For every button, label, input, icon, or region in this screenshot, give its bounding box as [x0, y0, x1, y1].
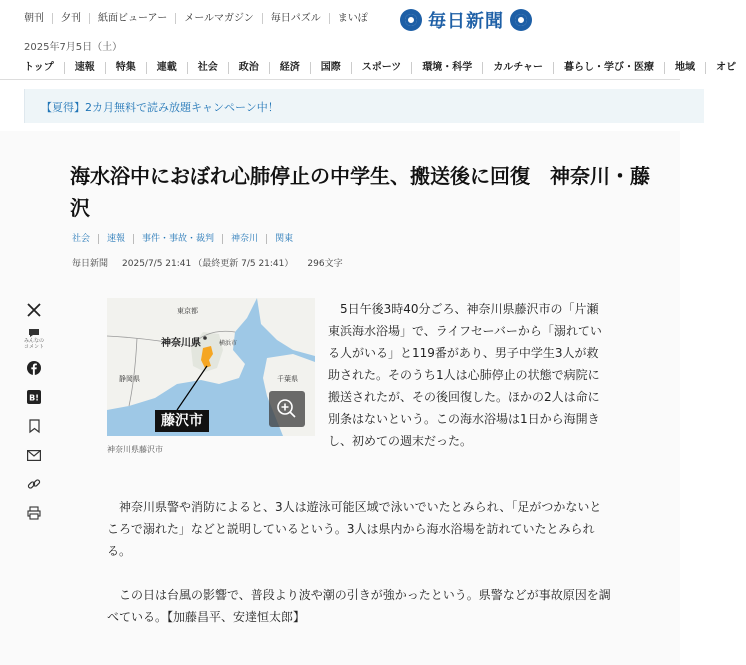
comment-label: みんなの コメント: [23, 338, 44, 350]
lead-text: 5日午後3時40分ごろ、神奈川県藤沢市の「片瀬東浜海水浴場」で、ライフセーバーから「溺れている人がいる」と119番があり、男子中学生3人が救助された。そのうち1人は心肺停止の状態で病院に搬送されたが、その後回復した。ほかの2人は命に別条はないという。この海水浴場は1日から海開きし、初めての週末だった。: [328, 302, 602, 448]
bookmark-icon[interactable]: [22, 412, 46, 440]
facebook-icon[interactable]: [22, 354, 46, 382]
link-newsletter[interactable]: メールマガジン: [175, 13, 262, 24]
nav-economy[interactable]: 経済: [269, 62, 310, 74]
tag-breaking[interactable]: 速報: [98, 234, 133, 244]
link-morning[interactable]: 朝刊: [24, 13, 44, 24]
current-date: 2025年7月5日（土）: [24, 42, 123, 53]
mail-icon[interactable]: [22, 441, 46, 469]
x-icon[interactable]: [22, 296, 46, 324]
nav-culture[interactable]: カルチャー: [482, 62, 553, 74]
logo-text: 毎日新聞: [428, 11, 504, 32]
tag-incident[interactable]: 事件・事故・裁判: [133, 234, 222, 244]
logo-emblem-right-icon: [510, 9, 532, 31]
map-label-fujisawa: 藤沢市: [155, 410, 209, 432]
main-nav: [0, 58, 737, 80]
nav-international[interactable]: 国際: [310, 62, 351, 74]
updated-time: （最終更新 7/5 21:41）: [193, 259, 294, 269]
nav-life[interactable]: 暮らし・学び・医療: [553, 62, 664, 74]
nav-series[interactable]: 連載: [146, 62, 187, 74]
nav-feature[interactable]: 特集: [105, 62, 146, 74]
share-bar: [22, 296, 46, 528]
tag-kanto[interactable]: 関東: [266, 234, 301, 244]
top-links: [24, 13, 376, 24]
article-meta: [72, 256, 357, 269]
zoom-in-icon: [269, 391, 305, 427]
logo-emblem-left-icon: [400, 9, 422, 31]
article-paragraph-1: [328, 298, 610, 452]
article-char-count: 296文字: [307, 259, 343, 269]
site-logo[interactable]: [400, 6, 532, 34]
map-zoom-button[interactable]: [269, 391, 305, 427]
map-label-chiba: 千葉県: [277, 375, 298, 383]
print-icon[interactable]: [22, 499, 46, 527]
svg-text:B!: B!: [29, 393, 39, 403]
nav-politics[interactable]: 政治: [228, 62, 269, 74]
article-title: 海水浴中におぼれ心肺停止の中学生、搬送後に回復 神奈川・藤沢: [70, 164, 650, 220]
article-paragraph-3: [107, 584, 612, 628]
hatena-bookmark-icon[interactable]: [22, 383, 46, 411]
map-label-yokohama: 横浜市: [219, 340, 238, 347]
article-paragraph-2: [107, 496, 612, 562]
nav-top[interactable]: トップ: [24, 62, 54, 73]
para2-text: 神奈川県警や消防によると、3人は遊泳可能区域で泳いでいたとみられ、「足がつかないところで溺れた」などと説明しているという。3人は県内から海水浴場を訪れていたとみられる。: [107, 500, 602, 558]
nav-sports[interactable]: スポーツ: [351, 62, 412, 74]
hatena-comment-icon[interactable]: [22, 325, 46, 353]
link-maipo[interactable]: まいぽ: [329, 13, 376, 24]
nav-society[interactable]: 社会: [187, 62, 228, 74]
location-map[interactable]: [107, 298, 315, 436]
link-evening[interactable]: 夕刊: [52, 13, 89, 24]
para3-text: この日は台風の影響で、普段より波や潮の引きが強かったという。県警などが事故原因を調べている。【加藤昌平、安達恒太郎】: [107, 588, 611, 624]
map-label-kanagawa: 神奈川県: [161, 338, 201, 349]
nav-breaking[interactable]: 速報: [64, 62, 105, 74]
map-label-shizuoka: 静岡県: [119, 375, 140, 383]
link-icon[interactable]: [22, 470, 46, 498]
link-viewer[interactable]: 紙面ビューアー: [89, 13, 175, 24]
article-published: [122, 256, 293, 269]
nav-science[interactable]: 環境・科学: [411, 62, 482, 74]
promo-banner[interactable]: [24, 89, 704, 123]
article-source: 毎日新聞: [72, 259, 109, 269]
nav-opinion[interactable]: オピ: [705, 62, 746, 74]
nav-region[interactable]: 地域: [664, 62, 705, 74]
map-caption: 神奈川県藤沢市: [107, 445, 163, 454]
top-header: [0, 0, 680, 36]
promo-text[interactable]: 【夏得】2カ月無料で読み放題キャンペーン中！: [41, 101, 279, 114]
tag-kanagawa[interactable]: 神奈川: [222, 234, 266, 244]
link-puzzle[interactable]: 毎日パズル: [262, 13, 329, 24]
map-label-tokyo: 東京都: [177, 307, 198, 315]
tag-society[interactable]: 社会: [72, 234, 91, 244]
published-time: 2025/7/5 21:41: [122, 259, 192, 269]
article-tags: [72, 234, 301, 244]
